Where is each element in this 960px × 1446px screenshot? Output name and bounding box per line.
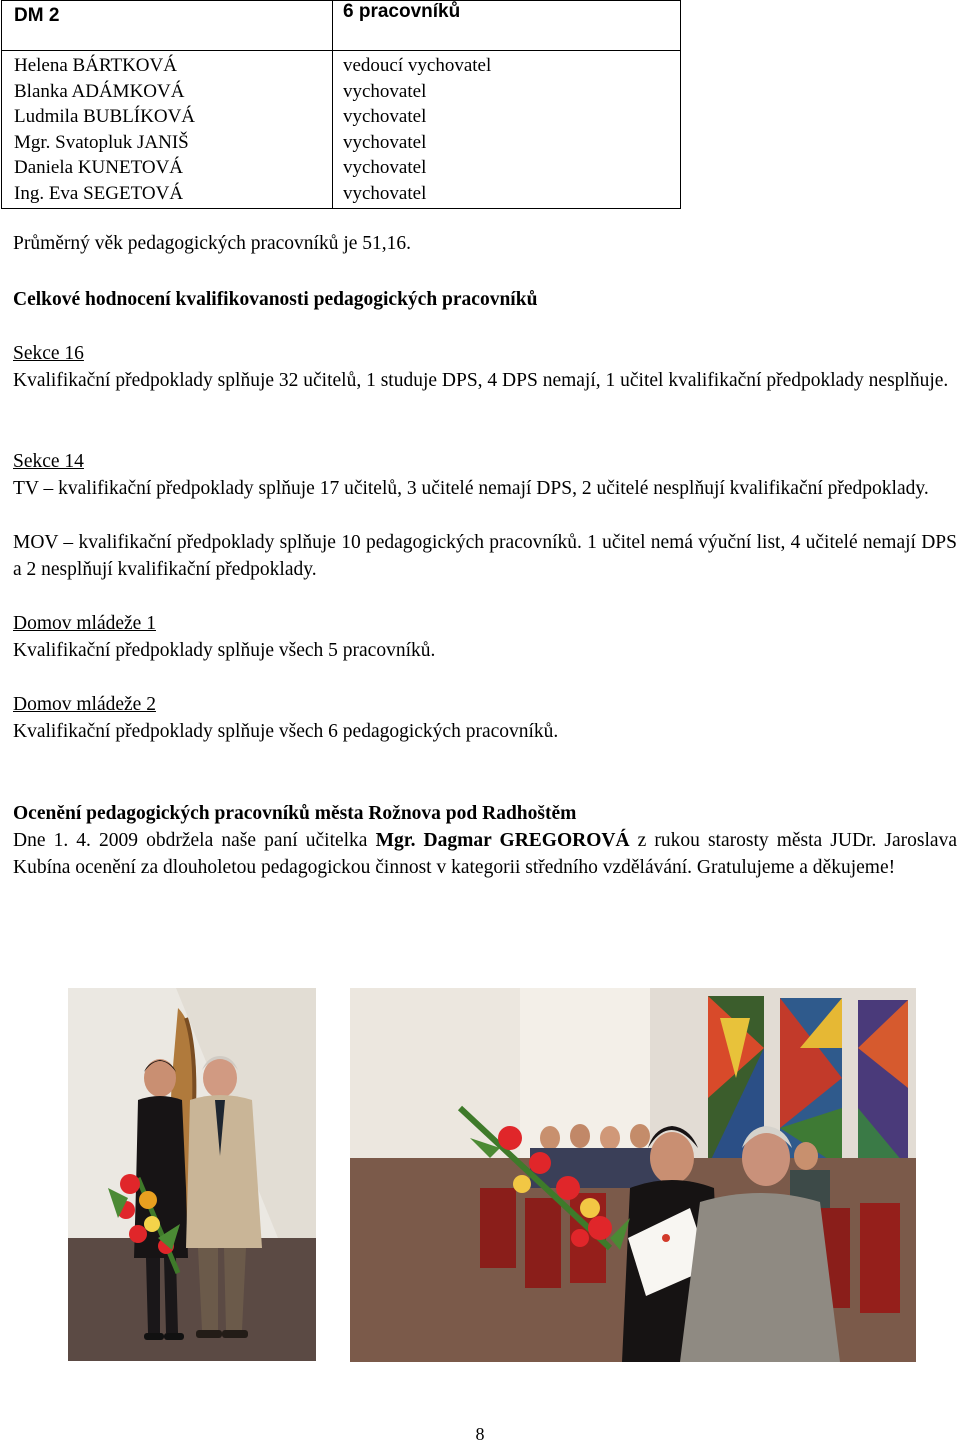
sekce14-title: Sekce 14 (13, 451, 84, 472)
dm2-title: Domov mládeže 2 (13, 694, 156, 715)
staff-name: Ludmila BUBLÍKOVÁ (14, 106, 196, 127)
staff-name: Mgr. Svatopluk JANIŠ (14, 131, 189, 153)
qualification-heading: Celkové hodnocení kvalifikovanosti pedagogických pracovníků (13, 289, 538, 310)
photo-couple-image (68, 988, 316, 1361)
photo-ceremony-image (350, 988, 916, 1362)
staff-name: Ing. Eva SEGETOVÁ (14, 182, 184, 204)
dm1-title: Domov mládeže 1 (13, 613, 156, 634)
average-age: Průměrný věk pedagogických pracovníků je 51,16. (13, 233, 412, 254)
page-number: 8 (475, 1424, 485, 1444)
award-name: Mgr. Dagmar GREGOROVÁ (375, 830, 630, 851)
photo-award-ceremony (350, 988, 916, 1362)
sekce14-tv-text: TV – kvalifikační předpoklady splňuje 17 učitelů, 3 učitelé nemají DPS, 2 učitelé nesplňují kvalifikační předpoklady. (13, 478, 929, 499)
sekce14-mov-text: MOV – kvalifikační předpoklady splňuje 10 pedagogických pracovníků. 1 učitel nemá výuční list, 4 učitelé nemají DPS a 2 nesplňují kvalifikační předpoklady. (13, 532, 957, 580)
staff-name: Blanka ADÁMKOVÁ (14, 80, 185, 102)
dm1-text: Kvalifikační předpoklady splňuje všech 5 pracovníků. (13, 640, 436, 661)
staff-role: vychovatel (343, 80, 427, 102)
staff-role: vychovatel (343, 106, 427, 127)
staff-name: Helena BÁRTKOVÁ (14, 55, 177, 76)
staff-role: vychovatel (343, 131, 427, 153)
roles-cell (333, 51, 681, 209)
sekce16-text: Kvalifikační předpoklady splňuje 32 učitelů, 1 studuje DPS, 4 DPS nemají, 1 učitel kvalifikační předpoklady nesplňuje. (13, 370, 949, 391)
staff-name: Daniela KUNETOVÁ (14, 157, 184, 178)
staff-table (1, 0, 681, 209)
staff-role: vedoucí vychovatel (343, 55, 492, 76)
sekce16-title: Sekce 16 (13, 343, 84, 364)
table-header-left: DM 2 (2, 1, 333, 51)
names-cell (2, 51, 333, 209)
award-paragraph (13, 827, 957, 881)
staff-role: vychovatel (343, 157, 427, 178)
table-header-right: 6 pracovníků (333, 1, 681, 51)
dm2-text: Kvalifikační předpoklady splňuje všech 6 pedagogických pracovníků. (13, 721, 559, 742)
award-text-after: z rukou starosty města JUDr. Jaroslava Kubína ocenění za dlouholetou pedagogickou činnost v kategorii středního vzdělávání. Gratulujeme a děkujeme! (13, 830, 957, 878)
award-heading: Ocenění pedagogických pracovníků města Rožnova pod Radhoštěm (13, 803, 577, 824)
table-body-row (2, 51, 681, 209)
award-text-before: Dne 1. 4. 2009 obdržela naše paní učitelka (13, 830, 376, 851)
photo-award-couple (68, 988, 316, 1361)
table-header-row (2, 1, 681, 51)
staff-role: vychovatel (343, 182, 427, 204)
